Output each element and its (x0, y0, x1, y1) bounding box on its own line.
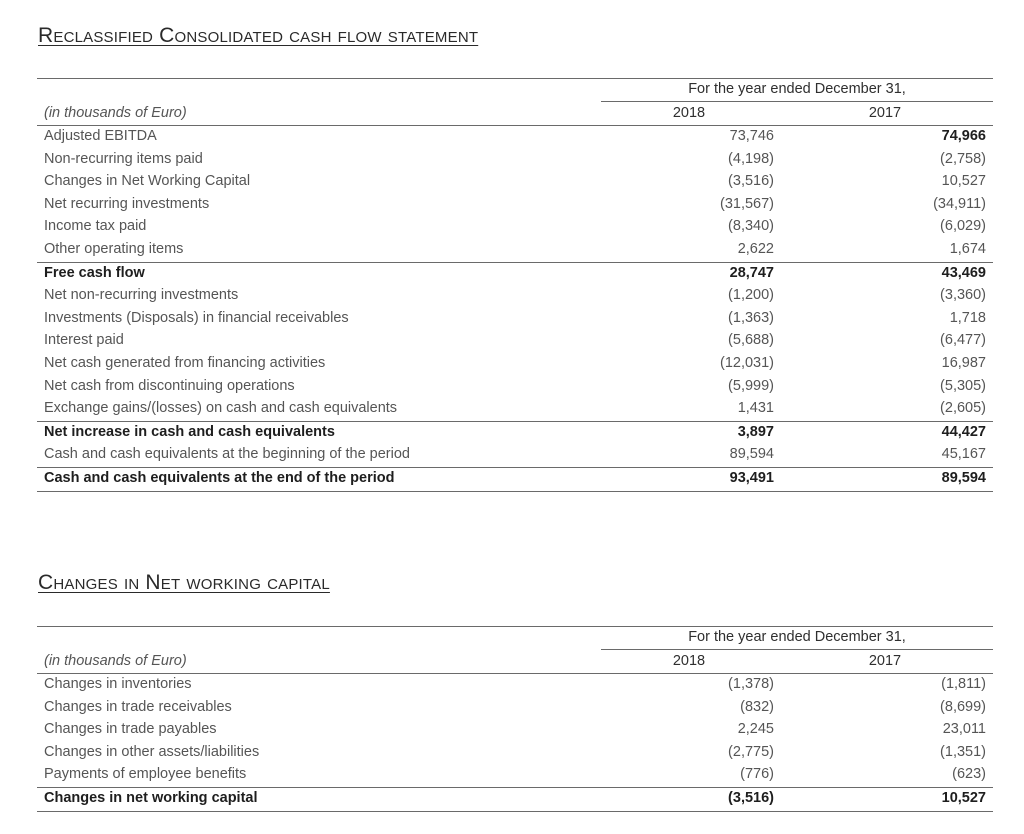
value-2018: 2,622 (737, 240, 774, 257)
value-2017: (2,605) (940, 400, 986, 417)
value-2017: 10,527 (941, 173, 986, 190)
cash-flow-rows (37, 126, 993, 492)
table-row (37, 353, 993, 376)
value-2017: 1,674 (949, 240, 986, 257)
table-row (37, 764, 993, 787)
row-label: Net cash generated from financing activities (44, 354, 326, 371)
value-2017: 1,718 (949, 309, 986, 326)
value-2017: 23,011 (942, 721, 986, 738)
row-label: Payments of employee benefits (44, 766, 247, 783)
unit-label: (in thousands of Euro) (44, 105, 187, 121)
row-label: Net recurring investments (44, 195, 210, 212)
table-row (37, 149, 993, 172)
value-2017: 44,427 (941, 423, 986, 440)
row-label: Changes in other assets/liabilities (44, 743, 260, 760)
value-2018: 28,747 (729, 264, 774, 281)
row-label: Investments (Disposals) in financial receivables (44, 309, 349, 326)
table-row (37, 262, 993, 286)
table-row (37, 194, 993, 217)
value-2018: (3,516) (728, 173, 774, 190)
value-2018: (1,378) (728, 676, 774, 692)
row-label: Changes in Net Working Capital (44, 173, 251, 190)
row-label: Interest paid (44, 332, 124, 349)
row-label: Exchange gains/(losses) on cash and cash equivalents (44, 400, 398, 417)
row-label: Free cash flow (44, 264, 145, 281)
table-row (37, 126, 993, 149)
value-2018: 73,746 (729, 128, 774, 144)
table-row (37, 674, 993, 697)
table-row (37, 444, 993, 467)
table-row (37, 787, 993, 812)
value-2017: 45,167 (941, 446, 986, 463)
table-row (37, 285, 993, 308)
nwc-title: Changes in Net working capital (38, 571, 330, 594)
table-row (37, 216, 993, 239)
value-2018: (1,363) (728, 309, 774, 326)
value-2017: (623) (952, 766, 986, 783)
value-2017: (5,305) (940, 377, 986, 394)
value-2018: 1,431 (737, 400, 774, 417)
column-header-2018: 2018 (672, 653, 706, 669)
nwc-table (37, 626, 993, 812)
value-2018: (1,200) (728, 287, 774, 304)
value-2018: (832) (740, 698, 774, 715)
value-2018: 93,491 (729, 469, 774, 486)
table-row (37, 376, 993, 399)
period-header (37, 627, 993, 650)
period-header-label: For the year ended December 31, (688, 629, 906, 645)
row-label: Net non-recurring investments (44, 287, 239, 304)
row-label: Income tax paid (44, 218, 147, 235)
row-label: Changes in inventories (44, 676, 192, 692)
cash-flow-title: Reclassified Consolidated cash flow statement (38, 24, 479, 47)
row-label: Net cash from discontinuing operations (44, 377, 295, 394)
period-header-label: For the year ended December 31, (688, 81, 906, 97)
value-2017: (2,758) (940, 150, 986, 167)
value-2017: 10,527 (941, 789, 986, 806)
row-label: Net increase in cash and cash equivalents (44, 423, 335, 440)
table-row (37, 421, 993, 445)
value-2018: (12,031) (719, 354, 774, 371)
value-2017: 16,987 (941, 354, 986, 371)
table-row (37, 467, 993, 492)
value-2018: (31,567) (719, 195, 774, 212)
value-2018: (776) (740, 766, 774, 783)
table-row (37, 742, 993, 765)
value-2017: (6,029) (940, 218, 986, 235)
row-label: Non-recurring items paid (44, 150, 203, 167)
row-label: Cash and cash equivalents at the beginning of the period (44, 446, 410, 463)
row-label: Other operating items (44, 240, 184, 257)
table-row (37, 308, 993, 331)
column-header-row (37, 650, 993, 674)
value-2017: 74,966 (941, 128, 986, 144)
unit-label: (in thousands of Euro) (44, 653, 187, 669)
row-label: Adjusted EBITDA (44, 128, 157, 144)
value-2018: (5,688) (728, 332, 774, 349)
table-row (37, 697, 993, 720)
value-2017: (1,351) (940, 743, 986, 760)
value-2018: (5,999) (728, 377, 774, 394)
value-2018: (8,340) (728, 218, 774, 235)
period-header (37, 79, 993, 102)
row-label: Changes in trade receivables (44, 698, 232, 715)
value-2017: (34,911) (933, 195, 986, 212)
row-label: Changes in trade payables (44, 721, 217, 738)
value-2017: 89,594 (941, 469, 986, 486)
column-header-2017: 2017 (868, 653, 902, 669)
table-row (37, 239, 993, 262)
value-2017: (3,360) (940, 287, 986, 304)
table-row (37, 330, 993, 353)
value-2018: (2,775) (728, 743, 774, 760)
value-2017: (6,477) (940, 332, 986, 349)
table-row (37, 171, 993, 194)
column-header-row (37, 102, 993, 126)
cash-flow-table (37, 78, 993, 492)
value-2017: (1,811) (941, 676, 986, 692)
nwc-rows (37, 674, 993, 812)
row-label: Cash and cash equivalents at the end of the period (44, 469, 395, 486)
column-header-2017: 2017 (868, 105, 902, 121)
value-2018: (3,516) (728, 789, 774, 806)
column-header-2018: 2018 (672, 105, 706, 121)
row-label: Changes in net working capital (44, 789, 258, 806)
value-2017: (8,699) (940, 698, 986, 715)
value-2018: 2,245 (737, 721, 774, 738)
value-2018: (4,198) (728, 150, 774, 167)
value-2018: 89,594 (729, 446, 774, 463)
value-2017: 43,469 (941, 264, 986, 281)
value-2018: 3,897 (737, 423, 774, 440)
table-row (37, 398, 993, 421)
table-row (37, 719, 993, 742)
